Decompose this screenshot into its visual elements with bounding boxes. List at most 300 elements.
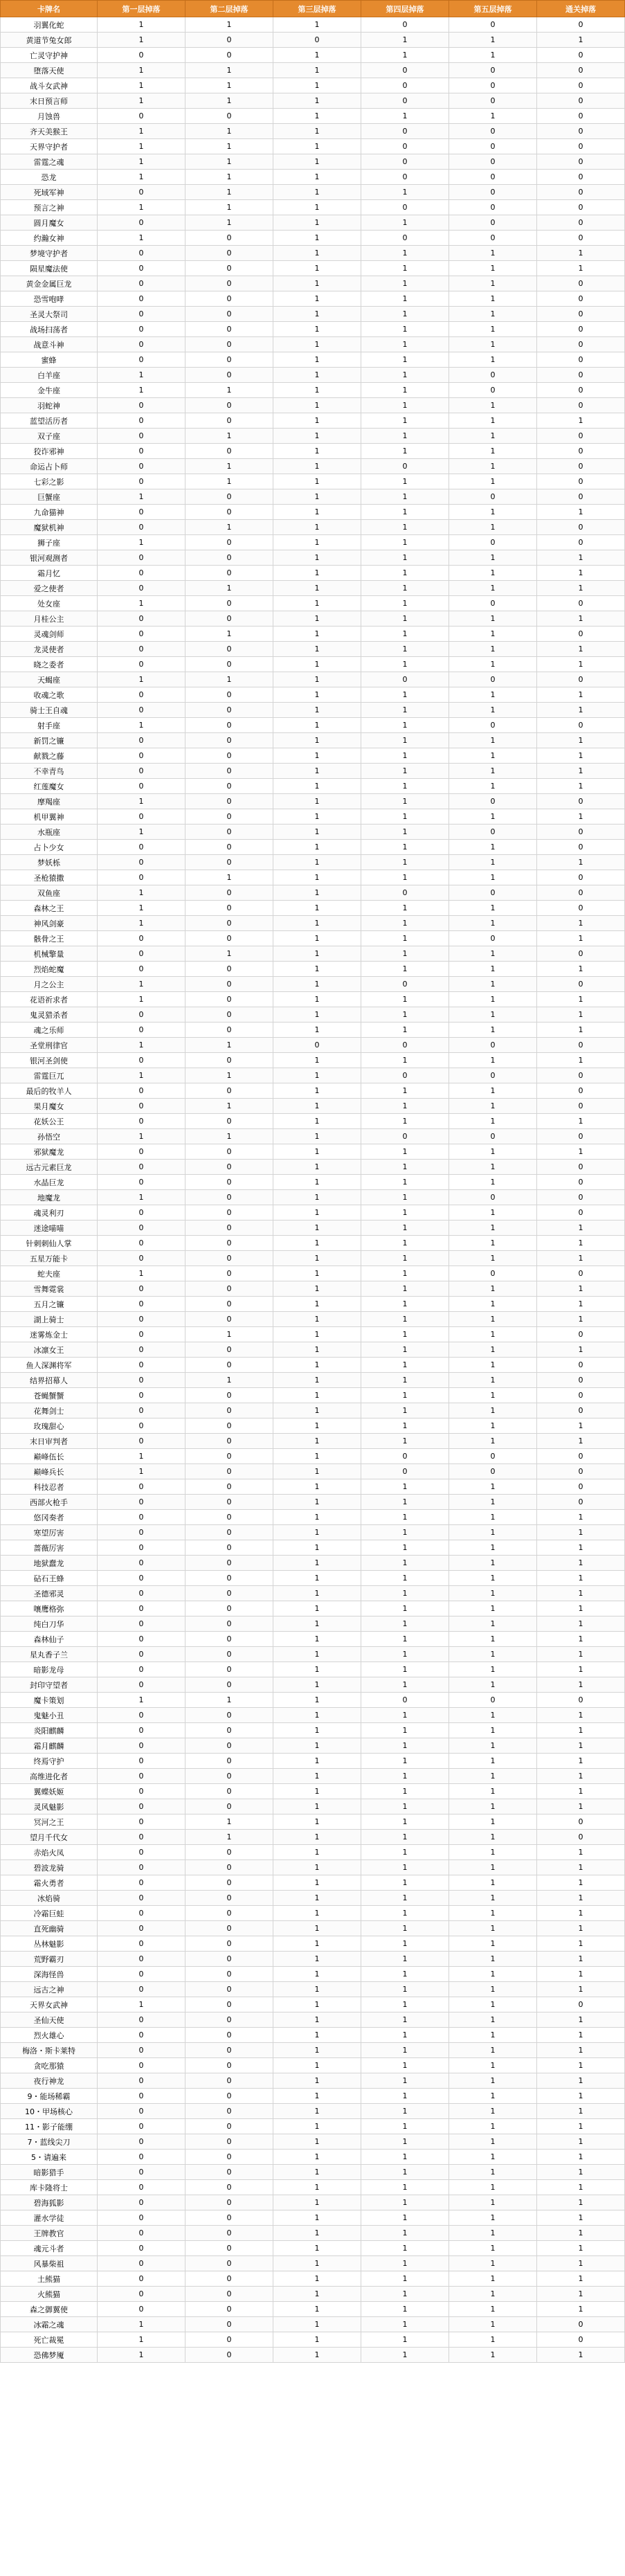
drop-flag-cell: 1 — [361, 322, 449, 337]
drop-flag-cell: 1 — [449, 550, 537, 566]
drop-flag-cell: 1 — [98, 1997, 185, 2012]
drop-flag-cell: 1 — [361, 1312, 449, 1327]
drop-flag-cell: 0 — [449, 825, 537, 840]
drop-flag-cell: 0 — [185, 2195, 273, 2210]
drop-flag-cell: 0 — [185, 1784, 273, 1799]
drop-flag-cell: 0 — [537, 1038, 625, 1053]
card-name-cell: 果月魔女 — [1, 1099, 98, 1114]
drop-flag-cell: 1 — [273, 596, 361, 611]
drop-flag-cell: 0 — [98, 1647, 185, 1662]
drop-flag-cell: 1 — [273, 1647, 361, 1662]
drop-flag-cell: 1 — [273, 261, 361, 276]
drop-flag-cell: 0 — [98, 1723, 185, 1738]
drop-flag-cell: 1 — [361, 1281, 449, 1297]
drop-flag-cell: 1 — [273, 840, 361, 855]
table-row — [1, 276, 625, 291]
card-name-cell: 地魔龙 — [1, 1190, 98, 1205]
drop-flag-cell: 0 — [537, 1358, 625, 1373]
drop-flag-cell: 1 — [273, 687, 361, 703]
drop-flag-cell: 0 — [537, 200, 625, 215]
drop-flag-cell: 1 — [273, 1434, 361, 1449]
card-name-cell: 巅峰兵长 — [1, 1464, 98, 1479]
card-name-cell: 鱼人深渊将军 — [1, 1358, 98, 1373]
drop-flag-cell: 1 — [273, 977, 361, 992]
drop-flag-cell: 1 — [537, 1936, 625, 1952]
drop-flag-cell: 0 — [537, 1464, 625, 1479]
drop-flag-cell: 1 — [361, 337, 449, 352]
drop-flag-cell: 0 — [98, 1677, 185, 1693]
drop-flag-cell: 1 — [273, 2271, 361, 2287]
table-row — [1, 215, 625, 231]
drop-flag-cell: 1 — [361, 2302, 449, 2317]
drop-flag-cell: 0 — [98, 1571, 185, 1586]
table-row — [1, 413, 625, 429]
table-row — [1, 1144, 625, 1160]
drop-flag-cell: 1 — [361, 1342, 449, 1358]
card-name-cell: 烈火雄心 — [1, 2028, 98, 2043]
drop-flag-cell: 1 — [361, 946, 449, 962]
drop-flag-cell: 1 — [273, 946, 361, 962]
drop-flag-cell: 1 — [185, 1830, 273, 1845]
drop-flag-cell: 1 — [537, 779, 625, 794]
drop-flag-cell: 1 — [449, 1540, 537, 1556]
drop-flag-cell: 1 — [537, 1556, 625, 1571]
drop-flag-cell: 1 — [273, 1449, 361, 1464]
table-row — [1, 383, 625, 398]
drop-flag-cell: 1 — [361, 687, 449, 703]
drop-flag-cell: 1 — [273, 2287, 361, 2302]
drop-flag-cell: 0 — [449, 672, 537, 687]
drop-flag-cell: 1 — [449, 1845, 537, 1860]
drop-flag-cell: 1 — [185, 215, 273, 231]
drop-flag-cell: 1 — [273, 1921, 361, 1936]
drop-flag-cell: 1 — [273, 825, 361, 840]
drop-flag-cell: 0 — [537, 520, 625, 535]
drop-flag-cell: 1 — [273, 855, 361, 870]
drop-flag-cell: 1 — [537, 1784, 625, 1799]
drop-flag-cell: 1 — [273, 2089, 361, 2104]
drop-flag-cell: 0 — [185, 109, 273, 124]
table-row — [1, 2089, 625, 2104]
drop-flag-cell: 0 — [185, 231, 273, 246]
drop-flag-cell: 1 — [361, 1083, 449, 1099]
drop-flag-cell: 1 — [361, 2165, 449, 2180]
drop-flag-cell: 1 — [273, 1845, 361, 1860]
drop-flag-cell: 1 — [449, 398, 537, 413]
card-name-cell: 冰凛女王 — [1, 1342, 98, 1358]
drop-flag-cell: 1 — [449, 48, 537, 63]
drop-flag-cell: 1 — [449, 1434, 537, 1449]
drop-flag-cell: 0 — [537, 352, 625, 368]
table-row — [1, 1784, 625, 1799]
table-row — [1, 2012, 625, 2028]
drop-flag-cell: 1 — [273, 1540, 361, 1556]
table-row — [1, 1327, 625, 1342]
drop-flag-cell: 1 — [273, 413, 361, 429]
drop-flag-cell: 1 — [449, 2028, 537, 2043]
drop-flag-cell: 1 — [537, 2256, 625, 2271]
drop-flag-cell: 0 — [185, 1083, 273, 1099]
card-name-cell: 不幸青鸟 — [1, 764, 98, 779]
drop-flag-cell: 1 — [185, 78, 273, 93]
drop-flag-cell: 0 — [185, 1616, 273, 1632]
drop-flag-cell: 1 — [449, 992, 537, 1007]
drop-flag-cell: 1 — [537, 2028, 625, 2043]
drop-flag-cell: 1 — [185, 870, 273, 885]
card-name-cell: 森林之王 — [1, 901, 98, 916]
table-row — [1, 611, 625, 627]
drop-flag-cell: 1 — [273, 1312, 361, 1327]
drop-flag-cell: 0 — [98, 1114, 185, 1129]
header-clear-drop: 通关掉落 — [537, 1, 625, 17]
drop-flag-cell: 1 — [361, 733, 449, 748]
drop-flag-cell: 0 — [98, 1083, 185, 1099]
header-floor-3: 第三层掉落 — [273, 1, 361, 17]
drop-flag-cell: 1 — [273, 566, 361, 581]
drop-flag-cell: 0 — [98, 1784, 185, 1799]
drop-flag-cell: 0 — [185, 1967, 273, 1982]
drop-flag-cell: 0 — [185, 1221, 273, 1236]
drop-flag-cell: 0 — [185, 444, 273, 459]
drop-flag-cell: 0 — [98, 1358, 185, 1373]
drop-flag-cell: 1 — [273, 1418, 361, 1434]
drop-flag-cell: 1 — [537, 1586, 625, 1601]
drop-flag-cell: 0 — [98, 1479, 185, 1495]
drop-flag-cell: 0 — [98, 2210, 185, 2226]
drop-flag-cell: 0 — [98, 505, 185, 520]
card-name-cell: 陨星魔法使 — [1, 261, 98, 276]
drop-flag-cell: 0 — [98, 1373, 185, 1388]
drop-flag-cell: 0 — [98, 1906, 185, 1921]
drop-flag-cell: 1 — [361, 33, 449, 48]
drop-flag-cell: 0 — [537, 794, 625, 809]
drop-flag-cell: 1 — [98, 170, 185, 185]
table-row — [1, 1358, 625, 1373]
drop-flag-cell: 0 — [98, 657, 185, 672]
table-row — [1, 231, 625, 246]
card-name-cell: 狮子座 — [1, 535, 98, 550]
drop-flag-cell: 1 — [361, 718, 449, 733]
drop-flag-cell: 0 — [361, 139, 449, 154]
drop-flag-cell: 1 — [185, 93, 273, 109]
drop-flag-cell: 1 — [361, 2332, 449, 2348]
drop-flag-cell: 0 — [185, 48, 273, 63]
card-name-cell: 风暴柴祖 — [1, 2256, 98, 2271]
drop-flag-cell: 0 — [185, 764, 273, 779]
table-row — [1, 1403, 625, 1418]
drop-flag-cell: 1 — [449, 1312, 537, 1327]
drop-flag-cell: 1 — [273, 550, 361, 566]
drop-flag-cell: 0 — [185, 1342, 273, 1358]
drop-flag-cell: 1 — [361, 2348, 449, 2363]
table-row — [1, 1967, 625, 1982]
drop-flag-cell: 1 — [537, 687, 625, 703]
drop-flag-cell: 1 — [361, 261, 449, 276]
card-name-cell: 5・请遍来 — [1, 2150, 98, 2165]
drop-flag-cell: 1 — [449, 581, 537, 596]
drop-flag-cell: 1 — [273, 1053, 361, 1068]
drop-flag-cell: 1 — [537, 1221, 625, 1236]
table-row — [1, 1266, 625, 1281]
drop-flag-cell: 1 — [537, 33, 625, 48]
drop-flag-cell: 1 — [361, 398, 449, 413]
drop-flag-cell: 1 — [537, 2241, 625, 2256]
card-name-cell: 月之公主 — [1, 977, 98, 992]
drop-flag-cell: 1 — [537, 1875, 625, 1891]
drop-flag-cell: 1 — [98, 63, 185, 78]
drop-flag-cell: 1 — [361, 2210, 449, 2226]
drop-flag-cell: 1 — [185, 520, 273, 535]
drop-flag-cell: 1 — [361, 185, 449, 200]
drop-flag-cell: 0 — [185, 2150, 273, 2165]
drop-flag-cell: 0 — [449, 200, 537, 215]
drop-flag-cell: 0 — [537, 2332, 625, 2348]
drop-flag-cell: 1 — [449, 748, 537, 764]
card-name-cell: 黄金金属巨龙 — [1, 276, 98, 291]
drop-flag-cell: 1 — [185, 1129, 273, 1144]
drop-flag-cell: 1 — [537, 1708, 625, 1723]
drop-flag-cell: 1 — [537, 916, 625, 931]
table-row — [1, 1677, 625, 1693]
drop-flag-cell: 1 — [537, 2195, 625, 2210]
drop-flag-cell: 1 — [449, 2302, 537, 2317]
drop-flag-cell: 1 — [449, 2134, 537, 2150]
drop-flag-cell: 0 — [185, 1418, 273, 1434]
drop-flag-cell: 1 — [449, 1221, 537, 1236]
drop-flag-cell: 1 — [273, 139, 361, 154]
drop-flag-cell: 1 — [273, 2165, 361, 2180]
drop-flag-cell: 0 — [185, 1190, 273, 1205]
drop-flag-cell: 0 — [537, 840, 625, 855]
drop-flag-cell: 1 — [273, 1464, 361, 1479]
table-row — [1, 2134, 625, 2150]
drop-flag-cell: 0 — [185, 1906, 273, 1921]
table-row — [1, 2210, 625, 2226]
drop-flag-cell: 0 — [537, 383, 625, 398]
drop-flag-cell: 0 — [185, 1677, 273, 1693]
drop-flag-cell: 1 — [361, 1814, 449, 1830]
drop-flag-cell: 1 — [273, 48, 361, 63]
drop-flag-cell: 0 — [537, 337, 625, 352]
drop-flag-cell: 0 — [361, 672, 449, 687]
drop-flag-cell: 0 — [185, 794, 273, 809]
drop-flag-cell: 0 — [98, 322, 185, 337]
drop-flag-cell: 0 — [449, 185, 537, 200]
card-name-cell: 鬼魅小丑 — [1, 1708, 98, 1723]
drop-flag-cell: 1 — [361, 1586, 449, 1601]
card-name-cell: 针刺刺仙人掌 — [1, 1236, 98, 1251]
drop-flag-cell: 1 — [449, 840, 537, 855]
table-row — [1, 779, 625, 794]
drop-flag-cell: 0 — [537, 870, 625, 885]
drop-flag-cell: 0 — [98, 1952, 185, 1967]
card-name-cell: 花语祈求者 — [1, 992, 98, 1007]
card-name-cell: 机甲翼神 — [1, 809, 98, 825]
drop-flag-cell: 0 — [98, 1251, 185, 1266]
card-name-cell: 玫瑰甜心 — [1, 1418, 98, 1434]
drop-flag-cell: 1 — [273, 231, 361, 246]
drop-flag-cell: 0 — [98, 276, 185, 291]
drop-flag-cell: 1 — [449, 1754, 537, 1769]
drop-flag-cell: 0 — [98, 291, 185, 307]
drop-flag-cell: 1 — [449, 2150, 537, 2165]
drop-flag-cell: 1 — [537, 1754, 625, 1769]
drop-flag-cell: 1 — [537, 581, 625, 596]
drop-flag-cell: 1 — [273, 2012, 361, 2028]
card-name-cell: 星丸香子兰 — [1, 1647, 98, 1662]
drop-flag-cell: 1 — [273, 520, 361, 535]
card-name-cell: 花妖公王 — [1, 1114, 98, 1129]
drop-flag-cell: 0 — [537, 2317, 625, 2332]
drop-flag-cell: 1 — [361, 2043, 449, 2058]
drop-flag-cell: 0 — [185, 1982, 273, 1997]
drop-flag-cell: 0 — [98, 2150, 185, 2165]
drop-flag-cell: 0 — [185, 611, 273, 627]
drop-flag-cell: 0 — [537, 139, 625, 154]
drop-flag-cell: 1 — [273, 962, 361, 977]
drop-flag-cell: 1 — [537, 1007, 625, 1023]
card-name-cell: 占卜少女 — [1, 840, 98, 855]
drop-flag-cell: 0 — [537, 1129, 625, 1144]
drop-flag-cell: 1 — [361, 2089, 449, 2104]
table-row — [1, 1129, 625, 1144]
drop-flag-cell: 0 — [361, 1068, 449, 1083]
card-name-cell: 红莲魔女 — [1, 779, 98, 794]
drop-flag-cell: 0 — [98, 1936, 185, 1952]
table-row — [1, 185, 625, 200]
table-row — [1, 627, 625, 642]
drop-flag-cell: 1 — [273, 1373, 361, 1388]
drop-flag-cell: 0 — [449, 1190, 537, 1205]
drop-flag-cell: 0 — [185, 1449, 273, 1464]
drop-flag-cell: 0 — [98, 946, 185, 962]
drop-flag-cell: 1 — [361, 566, 449, 581]
drop-flag-cell: 1 — [361, 1997, 449, 2012]
table-row — [1, 489, 625, 505]
drop-flag-cell: 0 — [98, 1312, 185, 1327]
card-name-cell: 堕落天使 — [1, 63, 98, 78]
drop-flag-cell: 1 — [273, 992, 361, 1007]
drop-flag-cell: 1 — [361, 2287, 449, 2302]
drop-flag-cell: 1 — [185, 200, 273, 215]
drop-flag-cell: 0 — [537, 489, 625, 505]
table-row — [1, 17, 625, 33]
table-row — [1, 520, 625, 535]
table-row — [1, 1083, 625, 1099]
table-row — [1, 2119, 625, 2134]
drop-flag-cell: 1 — [361, 627, 449, 642]
drop-flag-cell: 0 — [537, 459, 625, 474]
drop-flag-cell: 0 — [537, 154, 625, 170]
table-row — [1, 1221, 625, 1236]
drop-flag-cell: 1 — [449, 2332, 537, 2348]
drop-flag-cell: 1 — [537, 2119, 625, 2134]
drop-flag-cell: 1 — [361, 779, 449, 794]
drop-flag-cell: 1 — [449, 429, 537, 444]
drop-flag-cell: 1 — [273, 1068, 361, 1083]
card-name-cell: 花舞剑士 — [1, 1403, 98, 1418]
drop-flag-cell: 1 — [449, 459, 537, 474]
drop-flag-cell: 0 — [185, 855, 273, 870]
table-row — [1, 1632, 625, 1647]
drop-flag-cell: 1 — [98, 1129, 185, 1144]
drop-flag-cell: 1 — [449, 1525, 537, 1540]
table-row — [1, 139, 625, 154]
drop-flag-cell: 1 — [361, 1205, 449, 1221]
table-row — [1, 916, 625, 931]
drop-flag-cell: 0 — [449, 1449, 537, 1464]
drop-flag-cell: 1 — [361, 748, 449, 764]
drop-flag-cell: 0 — [98, 413, 185, 429]
card-name-cell: 9・能场稀霸 — [1, 2089, 98, 2104]
drop-flag-cell: 1 — [449, 855, 537, 870]
card-name-cell: 巨蟹座 — [1, 489, 98, 505]
card-name-cell: 末日审判者 — [1, 1434, 98, 1449]
drop-flag-cell: 1 — [185, 1068, 273, 1083]
drop-flag-cell: 0 — [98, 1160, 185, 1175]
drop-flag-cell: 1 — [273, 703, 361, 718]
drop-flag-cell: 1 — [449, 1251, 537, 1266]
card-name-cell: 望月千代女 — [1, 1830, 98, 1845]
table-row — [1, 962, 625, 977]
drop-flag-cell: 0 — [185, 1799, 273, 1814]
card-name-cell: 白羊座 — [1, 368, 98, 383]
drop-flag-cell: 1 — [361, 825, 449, 840]
drop-flag-cell: 1 — [273, 1769, 361, 1784]
drop-flag-cell: 1 — [449, 1023, 537, 1038]
drop-flag-cell: 1 — [98, 596, 185, 611]
drop-flag-cell: 1 — [449, 1662, 537, 1677]
drop-flag-cell: 0 — [98, 870, 185, 885]
card-name-cell: 羽翼化蛇 — [1, 17, 98, 33]
drop-flag-cell: 0 — [449, 718, 537, 733]
drop-flag-cell: 1 — [449, 1723, 537, 1738]
drop-flag-cell: 1 — [361, 1738, 449, 1754]
drop-flag-cell: 0 — [98, 1769, 185, 1784]
drop-flag-cell: 0 — [98, 109, 185, 124]
drop-flag-cell: 1 — [449, 2089, 537, 2104]
drop-flag-cell: 1 — [185, 124, 273, 139]
table-row — [1, 1023, 625, 1038]
table-row — [1, 474, 625, 489]
drop-flag-cell: 1 — [361, 1388, 449, 1403]
table-row — [1, 1205, 625, 1221]
drop-flag-cell: 0 — [98, 2165, 185, 2180]
drop-flag-cell: 1 — [449, 1099, 537, 1114]
table-row — [1, 1525, 625, 1540]
drop-flag-cell: 1 — [449, 1936, 537, 1952]
drop-flag-cell: 1 — [185, 154, 273, 170]
drop-flag-cell: 1 — [273, 1342, 361, 1358]
drop-flag-cell: 0 — [537, 1083, 625, 1099]
drop-flag-cell: 1 — [537, 611, 625, 627]
card-name-cell: 纯白刀华 — [1, 1616, 98, 1632]
drop-flag-cell: 1 — [273, 642, 361, 657]
table-row — [1, 2271, 625, 2287]
drop-flag-cell: 0 — [98, 1007, 185, 1023]
drop-flag-cell: 1 — [537, 1921, 625, 1936]
drop-flag-cell: 1 — [98, 901, 185, 916]
drop-flag-cell: 1 — [449, 1160, 537, 1175]
drop-flag-cell: 1 — [449, 2058, 537, 2073]
card-name-cell: 冰焰骑 — [1, 1891, 98, 1906]
drop-flag-cell: 0 — [185, 703, 273, 718]
drop-flag-cell: 0 — [185, 962, 273, 977]
drop-flag-cell: 1 — [98, 489, 185, 505]
card-name-cell: 深海怪兽 — [1, 1967, 98, 1982]
table-row — [1, 1952, 625, 1967]
drop-flag-cell: 1 — [537, 1434, 625, 1449]
